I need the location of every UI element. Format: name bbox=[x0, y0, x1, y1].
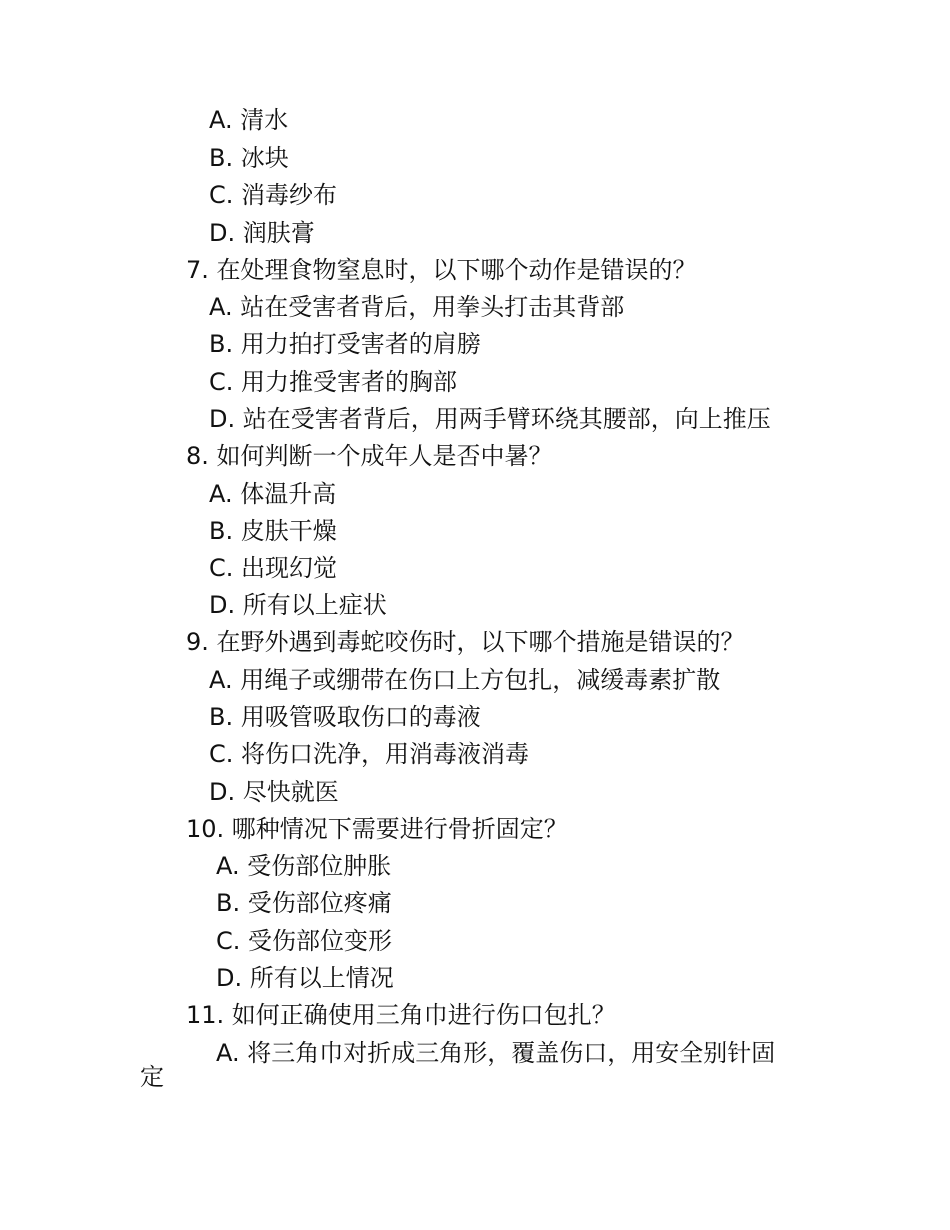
q11-option-a: A. 将三角巾对折成三角形，覆盖伤口，用安全别针固 bbox=[216, 1039, 776, 1067]
question-9: 9. 在野外遇到毒蛇咬伤时，以下哪个措施是错误的？ bbox=[186, 628, 745, 656]
q8-option-a: A. 体温升高 bbox=[209, 480, 337, 508]
q10-option-a: A. 受伤部位肿胀 bbox=[216, 852, 392, 880]
q9-option-a: A. 用绳子或绷带在伤口上方包扎，减缓毒素扩散 bbox=[209, 666, 721, 694]
q8-option-d: D. 所有以上症状 bbox=[209, 591, 387, 619]
q6-option-d: D. 润肤膏 bbox=[209, 219, 315, 247]
q7-option-c: C. 用力推受害者的胸部 bbox=[209, 368, 458, 396]
q10-option-c: C. 受伤部位变形 bbox=[216, 927, 393, 955]
q10-option-b: B. 受伤部位疼痛 bbox=[216, 889, 392, 917]
q8-option-c: C. 出现幻觉 bbox=[209, 554, 338, 582]
q10-option-d: D. 所有以上情况 bbox=[216, 964, 394, 992]
q7-option-a: A. 站在受害者背后，用拳头打击其背部 bbox=[209, 293, 625, 321]
q8-option-b: B. 皮肤干燥 bbox=[209, 517, 337, 545]
q7-option-d: D. 站在受害者背后，用两手臂环绕其腰部，向上推压 bbox=[209, 405, 771, 433]
q6-option-a: A. 清水 bbox=[209, 106, 289, 134]
q7-option-b: B. 用力拍打受害者的肩膀 bbox=[209, 330, 481, 358]
q9-option-c: C. 将伤口洗净，用消毒液消毒 bbox=[209, 740, 530, 768]
q9-option-d: D. 尽快就医 bbox=[209, 778, 339, 806]
question-7: 7. 在处理食物窒息时，以下哪个动作是错误的？ bbox=[186, 256, 697, 284]
question-11: 11. 如何正确使用三角巾进行伤口包扎？ bbox=[186, 1001, 616, 1029]
question-8: 8. 如何判断一个成年人是否中暑？ bbox=[186, 442, 553, 470]
q11-option-a-continuation: 定 bbox=[140, 1063, 164, 1091]
q6-option-c: C. 消毒纱布 bbox=[209, 181, 338, 209]
question-10: 10. 哪种情况下需要进行骨折固定？ bbox=[186, 815, 568, 843]
q9-option-b: B. 用吸管吸取伤口的毒液 bbox=[209, 703, 481, 731]
q6-option-b: B. 冰块 bbox=[209, 144, 289, 172]
